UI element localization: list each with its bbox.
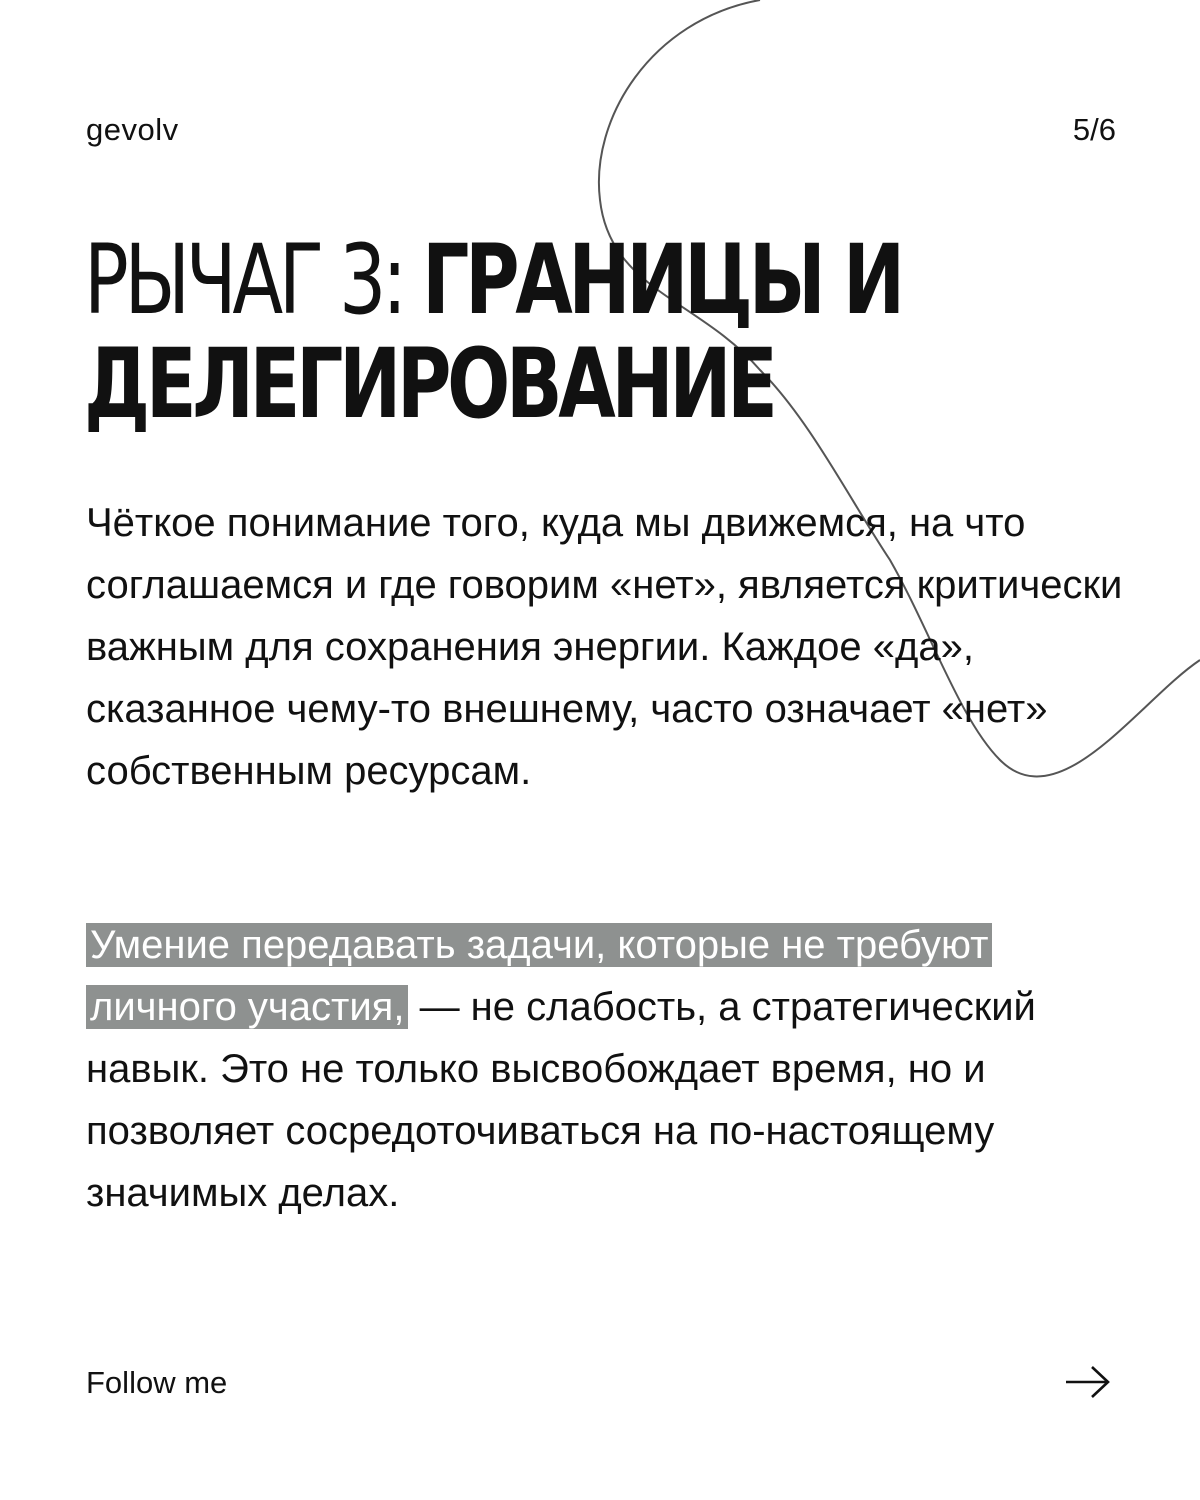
highlighted-text: Умение передавать задачи, которые не требуют личного участия, xyxy=(86,923,992,1029)
page-indicator: 5/6 xyxy=(1072,112,1116,147)
body-paragraph-2 xyxy=(86,914,1126,1224)
follow-me-label: Follow me xyxy=(86,1365,228,1400)
brand-name: gevolv xyxy=(86,112,179,147)
body-paragraph-1: Чёткое понимание того, куда мы движемся, на что соглашаемся и где говорим «нет», является критически важным для сохранения энергии. Каждое «да», сказанное чему-то внешнему, часто означает «нет» собственным ресурсам. xyxy=(86,501,1123,793)
paragraph-2-rest: — не слабость, а стратегический навык. Это не только высвобождает время, но и позволяет сосредоточиваться на по-настоящему значимых делах. xyxy=(86,985,1036,1215)
arrow-right-icon[interactable] xyxy=(1064,1362,1112,1402)
title-light: РЫЧАГ 3: xyxy=(84,224,403,336)
page-title xyxy=(84,224,901,440)
title-bold-line-1: ГРАНИЦЫ И xyxy=(422,224,901,336)
title-bold-line-2: ДЕЛЕГИРОВАНИЕ xyxy=(84,328,774,440)
